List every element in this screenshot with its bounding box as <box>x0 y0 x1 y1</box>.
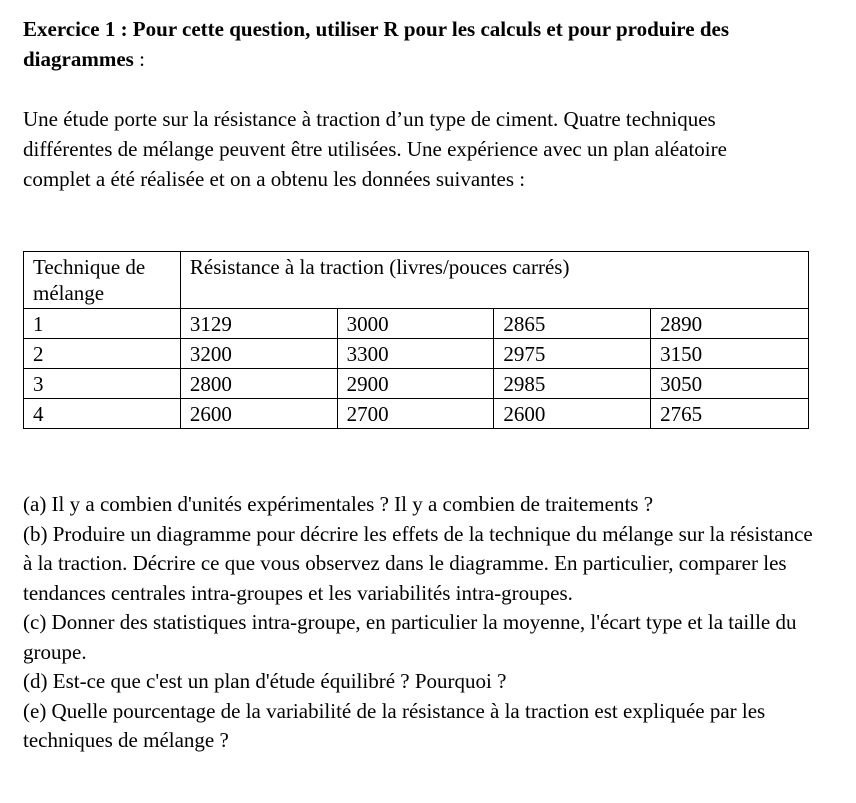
value-cell: 2700 <box>337 399 494 429</box>
technique-cell: 4 <box>24 399 181 429</box>
question-a: (a) Il y a combien d'unités expérimentales ? Il y a combien de traitements ? <box>23 492 654 516</box>
question-b: (b) Produire un diagramme pour décrire les effets de la technique du mélange sur la résistance à la traction. Décrire ce que vous observez dans le diagramme. En particulier, comparer les tendances centrales intra-groupes et les variabilités intra-groupes. <box>23 521 813 605</box>
value-cell: 2600 <box>494 399 651 429</box>
document-page <box>23 14 823 752</box>
value-cell: 2865 <box>494 309 651 339</box>
exercise-title-text: Exercice 1 : Pour cette question, utiliser R pour les calculs et pour produire des diagrammes <box>23 17 729 71</box>
value-cell: 2890 <box>651 309 809 339</box>
exercise-title <box>23 14 823 74</box>
value-cell: 3000 <box>337 309 494 339</box>
value-cell: 2900 <box>337 369 494 399</box>
table-row <box>24 369 809 399</box>
exercise-intro: Une étude porte sur la résistance à traction d’un type de ciment. Quatre techniques différentes de mélange peuvent être utilisées. Une expérience avec un plan aléatoire complet a été réalisée et on a obtenu les données suivantes : <box>23 107 727 191</box>
value-cell: 3300 <box>337 339 494 369</box>
table-header-row <box>24 252 809 309</box>
value-cell: 2600 <box>180 399 337 429</box>
header-resistance: Résistance à la traction (livres/pouces carrés) <box>180 252 808 309</box>
resistance-table <box>23 251 809 429</box>
value-cell: 3050 <box>651 369 809 399</box>
technique-cell: 1 <box>24 309 181 339</box>
value-cell: 2800 <box>180 369 337 399</box>
value-cell: 3200 <box>180 339 337 369</box>
question-d: (d) Est-ce que c'est un plan d'étude équilibré ? Pourquoi ? <box>23 669 507 693</box>
table-row <box>24 399 809 429</box>
question-c: (c) Donner des statistiques intra-groupe, en particulier la moyenne, l'écart type et la taille du groupe. <box>23 610 797 664</box>
value-cell: 3129 <box>180 309 337 339</box>
header-technique: Technique de mélange <box>24 252 181 309</box>
questions-list <box>23 490 823 756</box>
value-cell: 2985 <box>494 369 651 399</box>
value-cell: 2975 <box>494 339 651 369</box>
table-row <box>24 339 809 369</box>
value-cell: 3150 <box>651 339 809 369</box>
value-cell: 2765 <box>651 399 809 429</box>
technique-cell: 3 <box>24 369 181 399</box>
technique-cell: 2 <box>24 339 181 369</box>
question-e: (e) Quelle pourcentage de la variabilité de la résistance à la traction est expliquée par les techniques de mélange ? <box>23 698 766 752</box>
exercise-title-colon: : <box>133 47 145 71</box>
table-row <box>24 309 809 339</box>
